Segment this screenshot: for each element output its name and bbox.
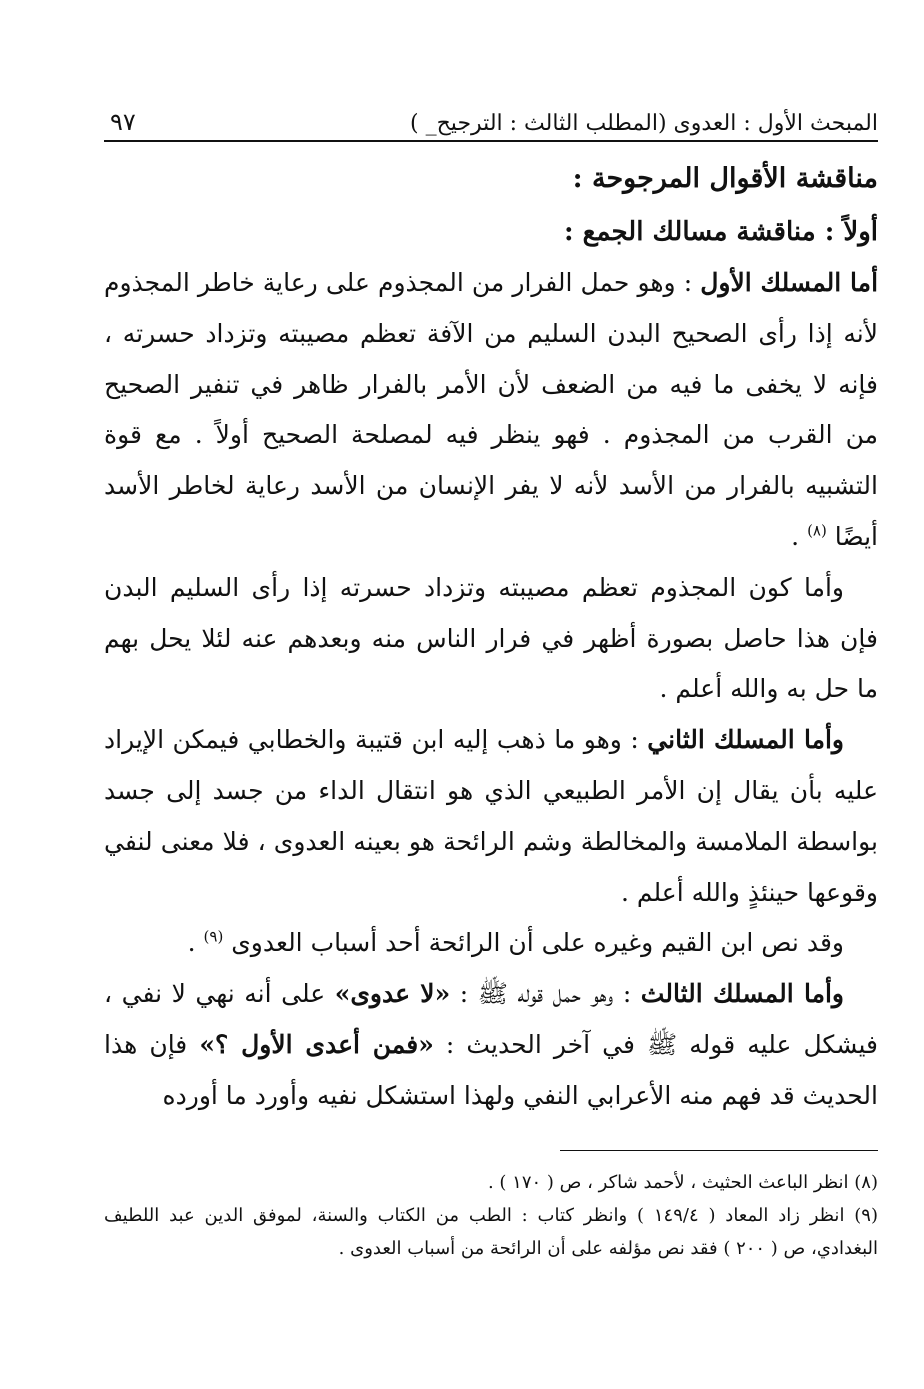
footnote-ref-9[interactable]: (٩) [203,928,224,947]
paragraph-lead: وأما المسلك الثالث [640,979,844,1009]
hadith-quote: «لا عدوى» [334,979,451,1009]
page-number: ٩٧ [110,108,136,136]
section-heading: مناقشة الأقوال المرجوحة : [572,163,878,194]
page-body [104,152,878,1122]
paragraph-end: . [791,521,808,551]
footnote-9: (٩) انظر زاد المعاد ( ١٤٩/٤ ) وانظر كتاب : الطب من الكتاب والسنة، لموفق الدين عبد اللطيف البغدادي، ص ( ٢٠٠ ) فقد نص مؤلفه على أن الرائحة من أسباب العدوى . [104,1205,878,1259]
paragraph-lead: وأما المسلك الثاني [647,725,844,755]
hadith-quote: «فمن أعدى الأول ؟» [199,1029,434,1059]
footnotes [104,1166,878,1265]
paragraph-text: فإن هذا الحديث قد فهم منه الأعرابي النفي ولهذا استشكل نفيه وأورد ما أورده [104,1029,878,1110]
subsection-heading: أولاً : مناقشة مسالك الجمع : [564,217,878,247]
footnote-divider [560,1150,878,1151]
paragraph-second: وأما كون المجذوم تعظم مصيبته وتزداد حسرته إذا رأى السليم البدن فإن هذا حاصل بصورة أظهر في فرار الناس منه وبعدهم عنه لئلا يحل بهم ما حل به والله أعلم . [104,572,878,704]
running-header [104,96,878,136]
paragraph-third-approach [104,969,878,1121]
paragraph-first-approach [104,258,878,563]
paragraph-text: وقد نص ابن القيم وغيره على أن الرائحة أحد أسباب العدوى [223,928,844,958]
header-divider [104,140,878,142]
paragraph-text: على أنه نهي لا نفي ، فيشكل عليه قوله ﷺ في آخر الحديث : [104,979,879,1059]
paragraph-ibn-qayyim [104,918,878,969]
paragraph-second-approach [104,715,878,918]
paragraph-lead: أما المسلك الأول [700,268,879,297]
paragraph-text: : وهو ما ذهب إليه ابن قتيبة والخطابي فيمكن الإيراد عليه بأن يقال إن الأمر الطبيعي الذي هو انتقال الداء من جسد إلى جسد بواسطة الملامسة والمخالطة وشم الرائحة هو بعينه العدوى ، فلا معنى لنفي وقوعها حينئذٍ والله أعلم . [104,725,878,907]
paragraph-text: : وهو حمل الفرار من المجذوم على رعاية خاطر المجذوم لأنه إذا رأى الصحيح البدن السليم من الآفة تعظم مصيبته وتزداد حسرته ، فإنه لا يخفى ما فيه من الضعف لأن الأمر بالفرار ظاهر في تنفير الصحيح من القرب من المجذوم . فهو ينظر فيه لمصلحة الصحيح أولاً . مع قوة التشبيه بالفرار من الأسد لأنه لا يفر الإنسان من الأسد رعاية لخاطر الأسد أيضًا [104,268,878,551]
paragraph-end: . [187,928,204,958]
footnote-ref-8[interactable]: (٨) [807,521,827,540]
running-header-title: المبحث الأول : العدوى (المطلب الثالث : الترجيح_ ) [410,111,878,136]
paragraph-text: : وهو حمل قوله ﷺ : [450,979,641,1009]
footnote-8: (٨) انظر الباعث الحثيث ، لأحمد شاكر ، ص ( ١٧٠ ) . [487,1172,878,1193]
